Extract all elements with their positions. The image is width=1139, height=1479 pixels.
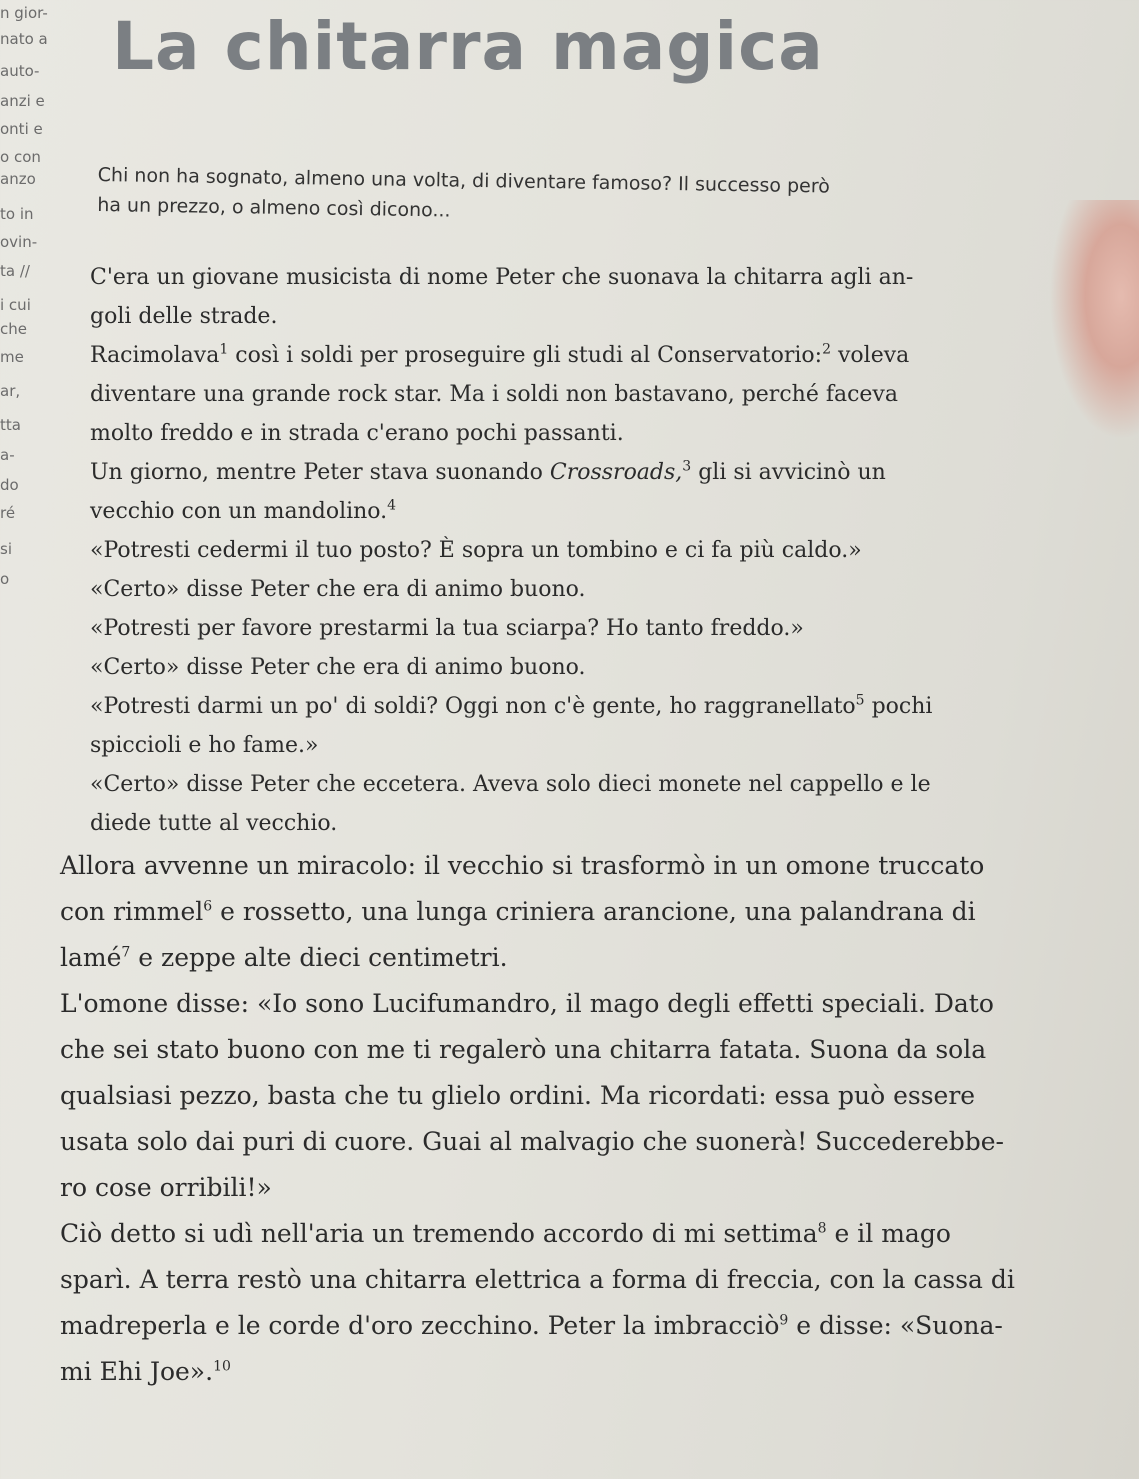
text-line: spiccioli e ho fame.» xyxy=(90,733,319,758)
text-line: ro cose orribili!» xyxy=(60,1173,272,1202)
text-line: con rimmel$^6$ e rossetto, una lunga criniera arancione, una palandrana di xyxy=(60,897,976,926)
text-line: goli delle strade. xyxy=(90,304,278,329)
margin-fragment: si xyxy=(0,540,12,558)
margin-fragment: onti e xyxy=(0,120,43,138)
text-line: diede tutte al vecchio. xyxy=(90,811,338,836)
text-line: usata solo dai puri di cuore. Guai al malvagio che suonerà! Succederebbe- xyxy=(60,1127,1004,1156)
text-line: mi Ehi Joe».$^{10}$ xyxy=(60,1357,231,1386)
margin-fragment: tta xyxy=(0,416,21,434)
footnote-ref: 7 xyxy=(121,944,131,961)
margin-fragment: nato a xyxy=(0,30,48,48)
text-line: sparì. A terra restò una chitarra elettrica a forma di freccia, con la cassa di xyxy=(60,1265,1015,1294)
text-line: «Potresti per favore prestarmi la tua sciarpa? Ho tanto freddo.» xyxy=(90,616,804,641)
text-line: qualsiasi pezzo, basta che tu glielo ordini. Ma ricordati: essa può essere xyxy=(60,1081,976,1110)
text-line: C'era un giovane musicista di nome Peter che suonava la chitarra agli an- xyxy=(90,265,914,290)
margin-fragment: ovin- xyxy=(0,233,38,251)
text-line: che sei stato buono con me ti regalerò una chitarra fatata. Suona da sola xyxy=(60,1035,987,1064)
text-line: «Potresti cedermi il tuo posto? È sopra un tombino e ci fa più caldo.» xyxy=(90,538,862,563)
text-line: «Certo» disse Peter che eccetera. Aveva solo dieci monete nel cappello e le xyxy=(90,772,931,797)
margin-fragment: do xyxy=(0,476,19,494)
text-line: «Potresti darmi un po' di soldi? Oggi non c'è gente, ho raggranellato$^5$ pochi xyxy=(90,692,933,719)
text-line: Allora avvenne un miracolo: il vecchio si trasformò in un omone truccato xyxy=(60,851,985,880)
margin-fragment: anzo xyxy=(0,170,36,188)
text-line: L'omone disse: «Io sono Lucifumandro, il mago degli effetti speciali. Dato xyxy=(60,989,994,1018)
page-title: La chitarra magica xyxy=(112,8,824,85)
margin-fragment: ré xyxy=(0,504,16,522)
footnote-ref: 3 xyxy=(682,458,692,475)
footnote-ref: 1 xyxy=(219,341,229,358)
text-line: «Certo» disse Peter che era di animo buono. xyxy=(90,655,586,680)
footnote-ref: 9 xyxy=(779,1312,789,1329)
text-line: vecchio con un mandolino.$^4$ xyxy=(90,497,397,524)
margin-fragment: che xyxy=(0,320,27,338)
story-opening xyxy=(60,258,1139,843)
margin-fragment: auto- xyxy=(0,62,40,80)
text-line: madreperla e le corde d'oro zecchino. Peter la imbracciò$^9$ e disse: «Suona- xyxy=(60,1311,1003,1340)
footnote-ref: 6 xyxy=(203,898,213,915)
intro-text xyxy=(97,160,1128,236)
text-line: Ciò detto si udì nell'aria un tremendo accordo di mi settima$^8$ e il mago xyxy=(60,1219,951,1248)
footnote-ref: 5 xyxy=(855,692,865,709)
margin-fragment: anzi e xyxy=(0,92,45,110)
text-line: Un giorno, mentre Peter stava suonando Crossroads,$^3$ gli si avvicinò un xyxy=(90,458,886,485)
margin-fragment: to in xyxy=(0,205,34,223)
margin-fragment: n gior- xyxy=(0,4,48,22)
intro-line: Chi non ha sognato, almeno una volta, di diventare famoso? Il successo però xyxy=(97,163,830,198)
margin-fragment: ar, xyxy=(0,382,21,400)
text-line: «Certo» disse Peter che era di animo buono. xyxy=(90,577,586,602)
margin-fragment: i cui xyxy=(0,296,31,314)
footnote-ref: 4 xyxy=(387,497,397,514)
footnote-ref: 8 xyxy=(817,1220,827,1237)
text-line: molto freddo e in strada c'erano pochi passanti. xyxy=(90,421,624,446)
margin-fragment: a- xyxy=(0,446,15,464)
story-body xyxy=(60,258,1139,1395)
text-line: diventare una grande rock star. Ma i soldi non bastavano, perché faceva xyxy=(90,382,898,407)
story-continuation xyxy=(60,843,1139,1395)
margin-fragment: me xyxy=(0,348,24,366)
text-line: lamé$^7$ e zeppe alte dieci centimetri. xyxy=(60,943,508,972)
text-line: Racimolava$^1$ così i soldi per proseguire gli studi al Conservatorio:$^2$ voleva xyxy=(90,341,910,368)
margin-fragment: o con xyxy=(0,148,41,166)
footnote-ref: 2 xyxy=(822,341,831,358)
intro-line: ha un prezzo, o almeno così dicono... xyxy=(97,193,451,222)
margin-fragment: ta // xyxy=(0,262,30,280)
footnote-ref: 10 xyxy=(213,1358,231,1375)
margin-fragment: o xyxy=(0,570,10,588)
